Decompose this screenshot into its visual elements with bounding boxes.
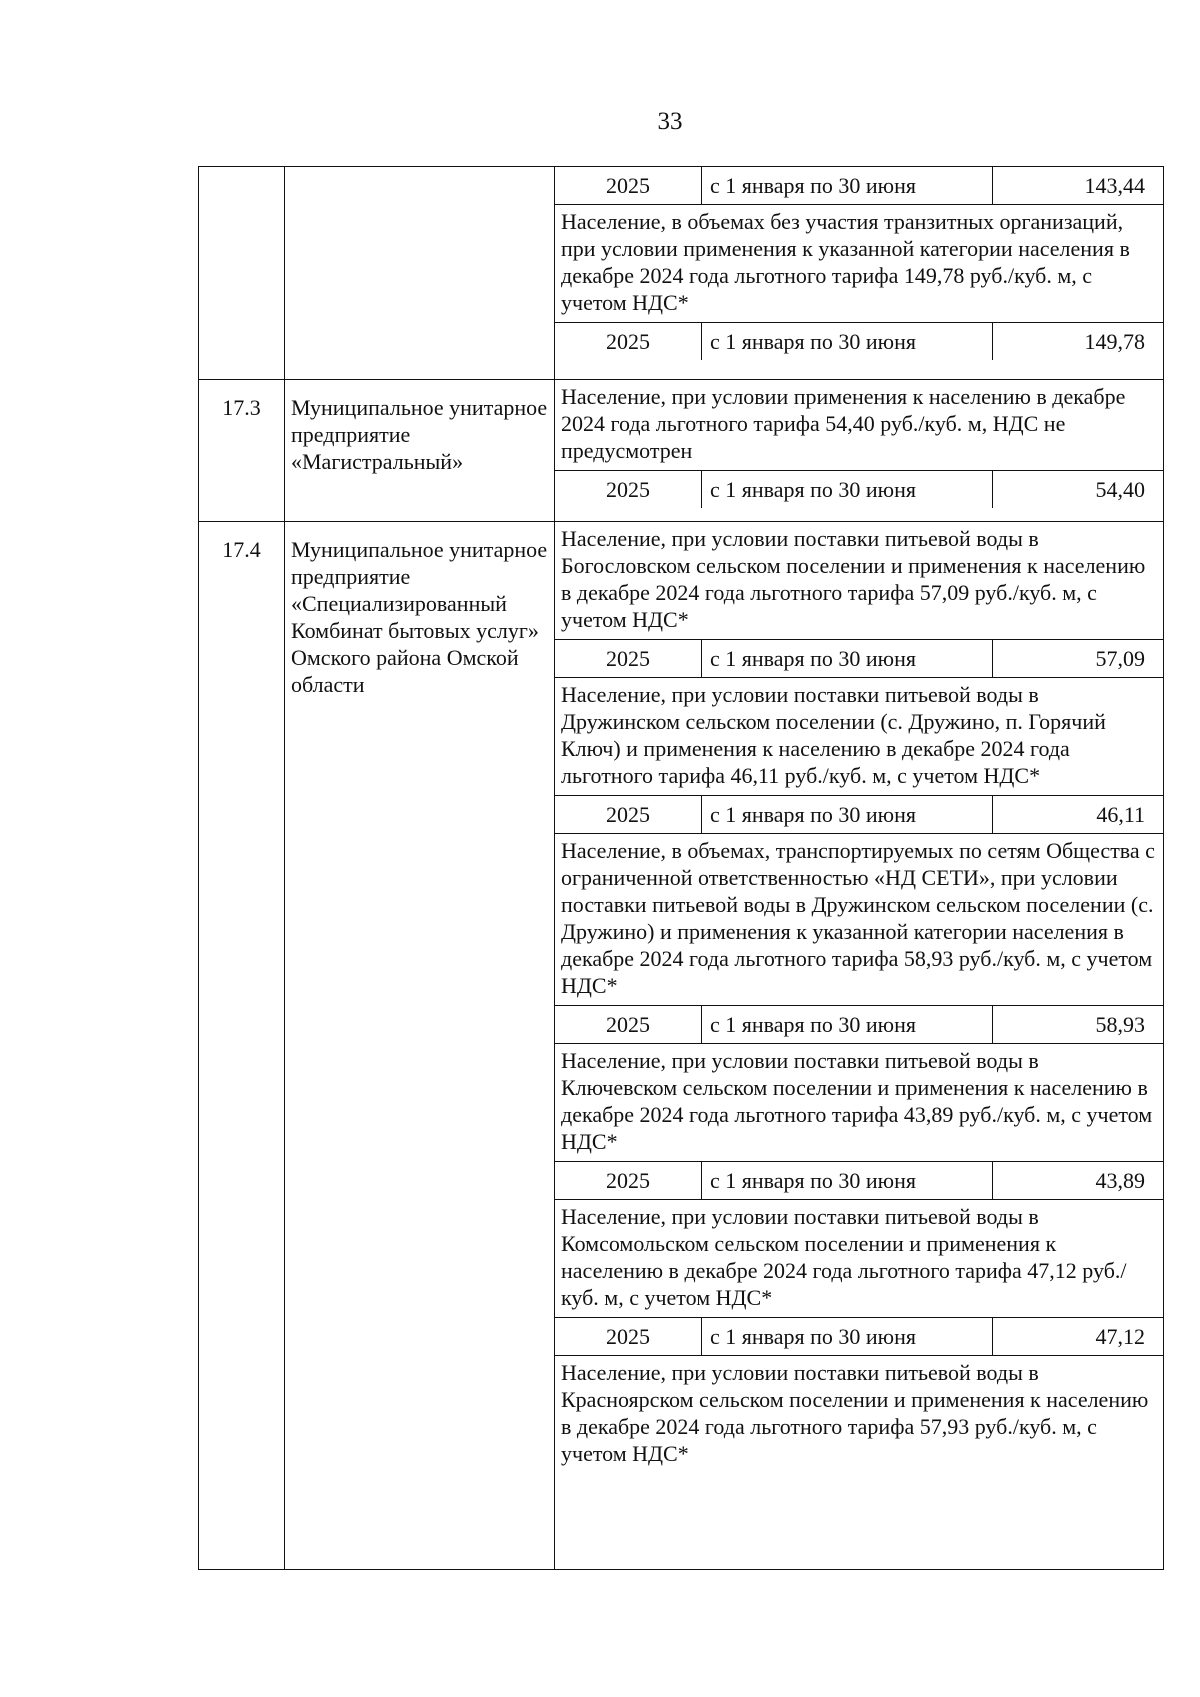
tariff-value: 43,89 <box>1095 1168 1145 1194</box>
tariff-rate-row <box>555 796 1163 834</box>
consumer-category-description: Население, при условии поставки питьевой воды в Дружинском сельском поселении (с. Дружино, п. Горячий Ключ) и применения к населению в декабре 2024 года льготного тарифа 46,11 руб./куб. м, с учетом НДС* <box>555 678 1163 796</box>
tariff-period: с 1 января по 30 июня <box>702 796 993 833</box>
tariff-period: с 1 января по 30 июня <box>702 1162 993 1199</box>
tariff-rate-row <box>555 471 1163 508</box>
tariff-year: 2025 <box>555 1006 702 1043</box>
tariff-period: с 1 января по 30 июня <box>702 471 993 508</box>
tariff-period: с 1 января по 30 июня <box>702 323 993 360</box>
tariff-value: 57,09 <box>1095 646 1145 672</box>
tariff-year: 2025 <box>555 640 702 677</box>
tariff-value: 47,12 <box>1095 1324 1145 1350</box>
page-number: 33 <box>657 108 683 135</box>
organization-cell: Муниципальное унитарное предприятие «Магистральный» <box>285 380 555 522</box>
consumer-category-description: Население, при условии поставки питьевой воды в Красноярском сельском поселении и применения к населению в декабре 2024 года льготного тарифа 57,93 руб./куб. м, с учетом НДС* <box>561 1360 1149 1467</box>
row-number-cell <box>199 167 285 380</box>
tariff-table <box>198 166 1164 1570</box>
tariff-year: 2025 <box>555 1318 702 1355</box>
table-row <box>199 522 1164 1570</box>
tariff-value: 149,78 <box>1084 329 1145 354</box>
tariff-rate-row <box>555 1162 1163 1200</box>
consumer-category-description: Население, в объемах, транспортируемых по сетям Общества с ограниченной ответственностью «НД СЕТИ», при условии поставки питьевой воды в Дружинском сельском поселении (с. Дружино) и применения к указанной категории населения в декабре 2024 года льготного тарифа 58,93 руб./куб. м, с учетом НДС* <box>555 834 1163 1006</box>
consumer-category-description: Население, при условии поставки питьевой воды в Комсомольском сельском поселении и применения к населению в декабре 2024 года льготного тарифа 47,12 руб./куб. м, с учетом НДС* <box>555 1200 1163 1318</box>
tariff-year: 2025 <box>555 323 702 360</box>
tariff-period: с 1 января по 30 июня <box>702 1006 993 1043</box>
organization-cell <box>285 167 555 380</box>
row-number-cell: 17.3 <box>199 380 285 522</box>
tariff-year: 2025 <box>555 471 702 508</box>
tariff-value: 58,93 <box>1095 1012 1145 1038</box>
tariff-value: 46,11 <box>1096 802 1145 828</box>
tariff-details-cell <box>555 380 1164 522</box>
tariff-rate-row <box>555 1006 1163 1044</box>
consumer-category-description: Население, в объемах без участия транзитных организаций, при условии применения к указанной категории населения в декабре 2024 года льготного тарифа 149,78 руб./куб. м, с учетом НДС* <box>555 205 1163 323</box>
tariff-value: 54,40 <box>1095 477 1145 503</box>
tariff-rate-row <box>555 1318 1163 1356</box>
tariff-rate-row <box>555 167 1163 205</box>
tariff-value: 143,44 <box>1084 173 1145 198</box>
tariff-details-cell <box>555 167 1164 380</box>
tariff-year: 2025 <box>555 167 702 204</box>
tariff-period: с 1 января по 30 июня <box>702 640 993 677</box>
organization-cell: Муниципальное унитарное предприятие «Специализированный Комбинат бытовых услуг» Омского района Омской области <box>285 522 555 1570</box>
consumer-category-description: Население, при условии применения к населению в декабре 2024 года льготного тарифа 54,40 руб./куб. м, НДС не предусмотрен <box>555 380 1163 471</box>
tariff-year: 2025 <box>555 796 702 833</box>
consumer-category-description: Население, при условии поставки питьевой воды в Ключевском сельском поселении и применения к населению в декабре 2024 года льготного тарифа 43,89 руб./куб. м, с учетом НДС* <box>555 1044 1163 1162</box>
tariff-year: 2025 <box>555 1162 702 1199</box>
consumer-category-description: Население, при условии поставки питьевой воды в Богословском сельском поселении и применения к населению в декабре 2024 года льготного тарифа 57,09 руб./куб. м, с учетом НДС* <box>555 522 1163 640</box>
tariff-rate-row <box>555 323 1163 360</box>
tariff-period: с 1 января по 30 июня <box>702 1318 993 1355</box>
tariff-rate-row <box>555 640 1163 678</box>
tariff-details-cell <box>555 522 1164 1570</box>
row-number-cell: 17.4 <box>199 522 285 1570</box>
tariff-period: с 1 января по 30 июня <box>702 167 993 204</box>
table-row <box>199 167 1164 380</box>
table-row <box>199 380 1164 522</box>
